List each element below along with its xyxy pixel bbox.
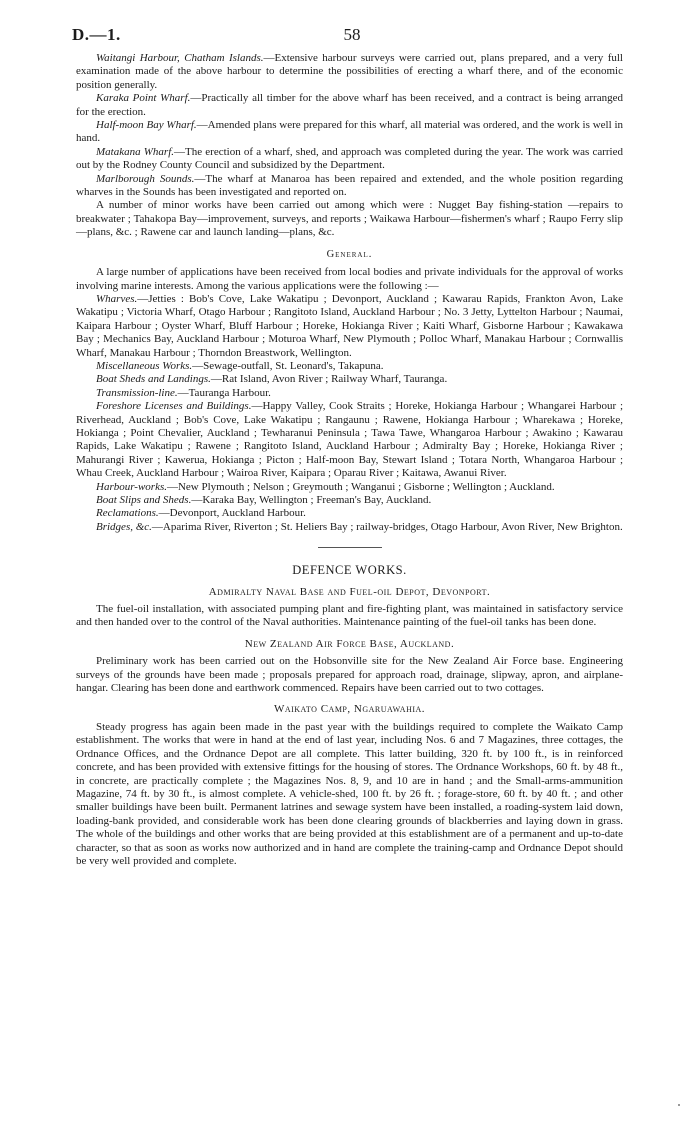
item-title: Waitangi Harbour, Chatham Islands. — [96, 52, 264, 64]
paragraph-marlborough-sounds — [76, 173, 623, 200]
section-heading-general: General. — [326, 248, 373, 260]
general-item-boat-slips — [76, 494, 623, 507]
section-heading-defence-works: DEFENCE WORKS. — [292, 563, 407, 578]
section-divider — [76, 534, 623, 560]
general-item-reclamations — [76, 507, 623, 520]
subheading-waikato-camp: Waikato Camp, Ngaruawahia. — [273, 703, 426, 716]
item-title: Marlborough Sounds. — [96, 172, 195, 185]
paragraph-air-force-base: Preliminary work has been carried out on the Hobsonville site for the New Zealand Air Force base. Engineering surveys of the grounds have been made ; proposals prepared for approach road, drainage, slipway, apron, and airplane-hangar. Clearing has been done and earthwork commenced. Repairs have been carried out to two cottages. — [76, 655, 623, 695]
page-header — [72, 22, 632, 52]
item-text: A number of minor works have been carried out among which were : Nugget Bay fishing-station —repairs to breakwater ; Tahakopa Bay—improvement, surveys, and reports ; Waikawa Harbour—fishermen's wharf ; Raupo Ferry slip—plans, &c. ; Rawene car and launch landing—plans, &c. — [76, 199, 623, 239]
item-text: —Jetties : Bob's Cove, Lake Wakatipu ; Devonport, Auckland ; Kawarau Rapids, Frankton Avon, Lake Wakatipu ; Victoria Wharf, Otago Harbour ; Rangitoto Island, Auckland Harbour ; No. 3 Jetty, Lyttelton Harbour ; Naumai, Kaipara Harbour ; Oyster Wharf, Bluff Harbour ; Horeke, Hokianga River ; Kaiti Wharf, Gisborne Harbour ; Kawakawa Bay ; Mechanics Bay, Auckland Harbour ; Moturoa Wharf, New Plymouth ; Polloc Wharf, Manakau Harbour ; Cornwallis Wharf, Manakau Harbour ; Thorndon Breastwork, Wellington. — [76, 292, 623, 359]
scan-speck — [678, 1104, 680, 1106]
general-intro: A large number of applications have been received from local bodies and private individuals for the approval of works involving marine interests. Among the various applications were the following :— — [76, 266, 623, 292]
item-title: Harbour-works. — [96, 480, 167, 493]
divider-rule — [318, 547, 382, 548]
item-title: Bridges, &c. — [96, 520, 152, 533]
item-text: —The erection of a wharf, shed, and approach was completed during the year. The work was carried out by the Rodney County Council and subsidized by the Department. — [76, 145, 623, 172]
item-title: Karaka Point Wharf. — [96, 92, 191, 105]
general-item-miscellaneous — [76, 360, 623, 373]
item-text: —Amended plans were prepared for this wharf, all material was ordered, and the work is well in hand. — [76, 119, 624, 145]
item-title: Miscellaneous Works. — [96, 359, 193, 372]
item-title: Boat Sheds and Landings. — [96, 373, 211, 386]
general-item-transmission-line — [76, 387, 623, 400]
harbour-works-section — [76, 52, 623, 240]
item-text: —The wharf at Manaroa has been repaired and extended, and the whole position regarding wharves in the Sounds has been investigated and reported on. — [76, 172, 624, 199]
page-number: 58 — [343, 25, 361, 44]
item-text: —Tauranga Harbour. — [177, 386, 271, 399]
paragraph-karaka-point — [76, 92, 623, 119]
general-item-boat-sheds — [76, 373, 623, 386]
paragraph-half-moon-bay — [76, 119, 623, 146]
subheading-naval-base: Admiralty Naval Base and Fuel-oil Depot, Devonport. — [208, 585, 491, 598]
item-text: —New Plymouth ; Nelson ; Greymouth ; Wanganui ; Gisborne ; Wellington ; Auckland. — [166, 480, 555, 493]
item-text: —Happy Valley, Cook Straits ; Horeke, Hokianga Harbour ; Whangarei Harbour ; Riverhead, Auckland ; Bob's Cove, Lake Wakatipu ; Rangaunu ; Rawene, Hokianga Harbour ; Wharekawa ; Horeke, Hokianga ; Point Chevalier, Auckland ; Tewharanui Peninsula ; Tawa Tawe, Whangaroa Harbour ; Awakino ; Kawarau Rapids, Lake Wakatipu ; Rawene ; Rangitoto Island, Auckland Harbour ; Admiralty Bay ; Horeke, Hokianga River ; Mahurangi River ; Kawerua, Hokianga ; Picton ; Half-moon Bay, Stewart Island ; Totara North, Whangaroa Harbour ; Whau Creek, Auckland Harbour ; Wairoa River, Kaipara ; Oparau River ; Kaitawa, Awanui River. — [76, 400, 623, 480]
item-title: Foreshore Licenses and Buildings. — [96, 400, 252, 413]
item-text: —Aparima River, Riverton ; St. Heliers Bay ; railway-bridges, Otago Harbour, Avon River, New Brighton. — [151, 520, 623, 533]
item-title: Half-moon Bay Wharf. — [96, 119, 197, 132]
subheading-air-force-base: New Zealand Air Force Base, Auckland. — [244, 637, 455, 650]
document-reference: D.—1. — [72, 25, 121, 44]
general-item-harbour-works — [76, 481, 623, 494]
item-text: —Rat Island, Avon River ; Railway Wharf, Tauranga. — [210, 373, 448, 386]
item-text: —Practically all timber for the above wharf has been received, and a contract is being arranged for the erection. — [76, 92, 623, 118]
page-body — [76, 52, 623, 868]
item-title: Reclamations. — [96, 507, 159, 520]
paragraph-minor-works — [76, 199, 623, 239]
item-text: —Extensive harbour surveys were carried out, plans prepared, and a very full examination made of the above harbour to determine the possibilities of erecting a wharf there, and of the economic position generally. — [76, 52, 623, 91]
item-title: Wharves. — [96, 292, 138, 305]
paragraph-waitangi — [76, 52, 623, 92]
item-text: —Devonport, Auckland Harbour. — [158, 507, 306, 520]
item-title: Transmission-line. — [96, 386, 178, 399]
item-text: —Karaka Bay, Wellington ; Freeman's Bay, Auckland. — [191, 494, 432, 506]
paragraph-matakana — [76, 146, 623, 173]
general-item-bridges — [76, 521, 623, 534]
general-item-wharves — [76, 293, 623, 360]
general-item-foreshore — [76, 400, 623, 480]
paragraph-waikato-camp: Steady progress has again been made in the past year with the buildings required to complete the Waikato Camp establishment. The works that were in hand at the end of last year, including Nos. 6 and 7 Magazines, three cottages, the Ordnance Offices, and the Ordnance Depot are all complete. This latter building, 320 ft. by 100 ft., is in reinforced concrete, and has been provided with extensive fittings for the housing of stores. The Ordnance Workshops, 60 ft. by 48 ft., in concrete, are practically complete ; the Magazines Nos. 8, 9, and 10 are in hand ; and the Small-arms-ammunition Magazine, 74 ft. by 30 ft., is almost complete. A vehicle-shed, 100 ft. by 26 ft. ; forage-store, 60 ft. by 40 ft. ; and other smaller buildings have been built. Permanent latrines and sewage system have been installed, a roading-system laid down, loading-bank provided, and considerable work has been done clearing grounds of blackberries and laying down in grass. The whole of the buildings and other works that are being provided at this establishment are of a permanent and up-to-date character, so that as soon as works now authorized and in hand are complete the training-camp and Ordnance Depot should be very well provided and complete. — [76, 720, 623, 867]
item-title: Boat Slips and Sheds. — [96, 494, 192, 506]
item-title: Matakana Wharf. — [96, 145, 175, 158]
general-section — [76, 266, 623, 534]
paragraph-naval-base: The fuel-oil installation, with associated pumping plant and fire-fighting plant, was maintained in satisfactory service and then handed over to the control of the Naval authorities. Maintenance painting of the fuel-oil tanks has been done. — [76, 603, 623, 629]
item-text: —Sewage-outfall, St. Leonard's, Takapuna. — [192, 359, 384, 372]
